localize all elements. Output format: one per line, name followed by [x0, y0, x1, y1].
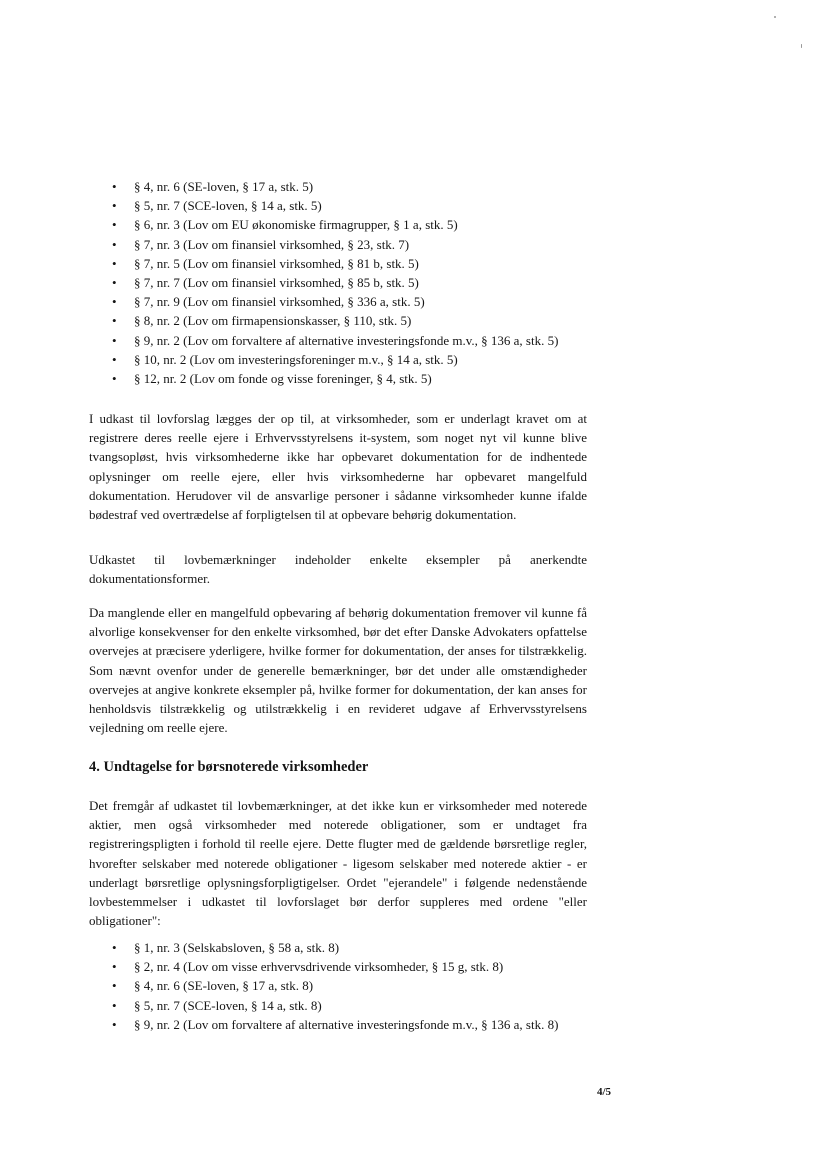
page-number: 4/5 [597, 1086, 612, 1098]
list-item: • § 1, nr. 3 (Selskabsloven, § 58 a, stk. 8) [112, 938, 592, 957]
list-item: • § 12, nr. 2 (Lov om fonde og visse foreninger, § 4, stk. 5) [112, 369, 592, 388]
scan-speck [801, 44, 802, 48]
section-heading: 4. Undtagelse for børsnoterede virksomheder [89, 759, 369, 775]
list-item: • § 7, nr. 9 (Lov om finansiel virksomhed, § 336 a, stk. 5) [112, 292, 592, 311]
paragraph-examples: Udkastet til lovbemærkninger indeholder enkelte eksempler på anerkendte dokumentationsformer. [89, 552, 587, 587]
list-item: • § 7, nr. 7 (Lov om finansiel virksomhed, § 85 b, stk. 5) [112, 273, 592, 292]
scan-speck [774, 16, 776, 18]
list-item: • § 7, nr. 5 (Lov om finansiel virksomhed, § 81 b, stk. 5) [112, 254, 592, 273]
list-item: • § 9, nr. 2 (Lov om forvaltere af alternative investeringsfonde m.v., § 136 a, stk. 5) [112, 331, 592, 350]
list-item: • § 9, nr. 2 (Lov om forvaltere af alternative investeringsfonde m.v., § 136 a, stk. 8) [112, 1015, 592, 1034]
paragraph-listed-companies: Det fremgår af udkastet til lovbemærkninger, at det ikke kun er virksomheder med noterede aktier, men også virksomheder med noterede obligationer, som er undtaget fra registreringspligten i forhold til reelle ejere. Dette flugter med de gældende børsretlige regler, hvorefter selskaber med noterede obligationer - ligesom selskaber med noterede aktier - er underlagt børsretlige oplysningsforpligtigelser. Ordet "ejerandele" i følgende nedenstående lovbestemmelser i udkastet til lovforslaget bør derfor suppleres med ordene "eller obligationer": [89, 798, 587, 929]
list-item: • § 4, nr. 6 (SE-loven, § 17 a, stk. 5) [112, 177, 592, 196]
provision-list-1 [112, 177, 592, 388]
provision-list-2 [112, 938, 592, 1034]
list-item: • § 6, nr. 3 (Lov om EU økonomiske firmagrupper, § 1 a, stk. 5) [112, 215, 592, 234]
list-item: • § 4, nr. 6 (SE-loven, § 17 a, stk. 8) [112, 976, 592, 995]
paragraph-documentation: Da manglende eller en mangelfuld opbevaring af behørig dokumentation fremover vil kunne få alvorlige konsekvenser for den enkelte virksomhed, bør det efter Danske Advokaters opfattelse overvejes at præcisere yderligere, hvilke former for dokumentation, der anses for tilstrækkelig. Som nævnt ovenfor under de generelle bemærkninger, bør det under alle omstændigheder overvejes at angive konkrete eksempler på, hvilke former for dokumentation, der kan anses for henholdsvis tilstrækkelig og utilstrækkelig i en revideret udgave af Erhvervsstyrelsens vejledning om reelle ejere. [89, 605, 587, 736]
list-item: • § 2, nr. 4 (Lov om visse erhvervsdrivende virksomheder, § 15 g, stk. 8) [112, 957, 592, 976]
list-item: • § 7, nr. 3 (Lov om finansiel virksomhed, § 23, stk. 7) [112, 235, 592, 254]
paragraph-dissolution: I udkast til lovforslag lægges der op til, at virksomheder, som er underlagt kravet om at registrere deres reelle ejere i Erhvervsstyrelsens it-system, som noget nyt vil kunne blive tvangsopløst, hvis virksomhederne ikke har opbevaret dokumentation for de indhentede oplysninger om reelle ejere, eller hvis virksomhederne har opbevaret mangelfuld dokumentation. Herudover vil de ansvarlige personer i sådanne virksomheder kunne ifalde bødestraf ved overtrædelse af forpligtelsen til at opbevare behørig dokumentation. [89, 411, 587, 523]
list-item: • § 5, nr. 7 (SCE-loven, § 14 a, stk. 8) [112, 996, 592, 1015]
list-item: • § 5, nr. 7 (SCE-loven, § 14 a, stk. 5) [112, 196, 592, 215]
list-item: • § 8, nr. 2 (Lov om firmapensionskasser, § 110, stk. 5) [112, 311, 592, 330]
list-item: • § 10, nr. 2 (Lov om investeringsforeninger m.v., § 14 a, stk. 5) [112, 350, 592, 369]
